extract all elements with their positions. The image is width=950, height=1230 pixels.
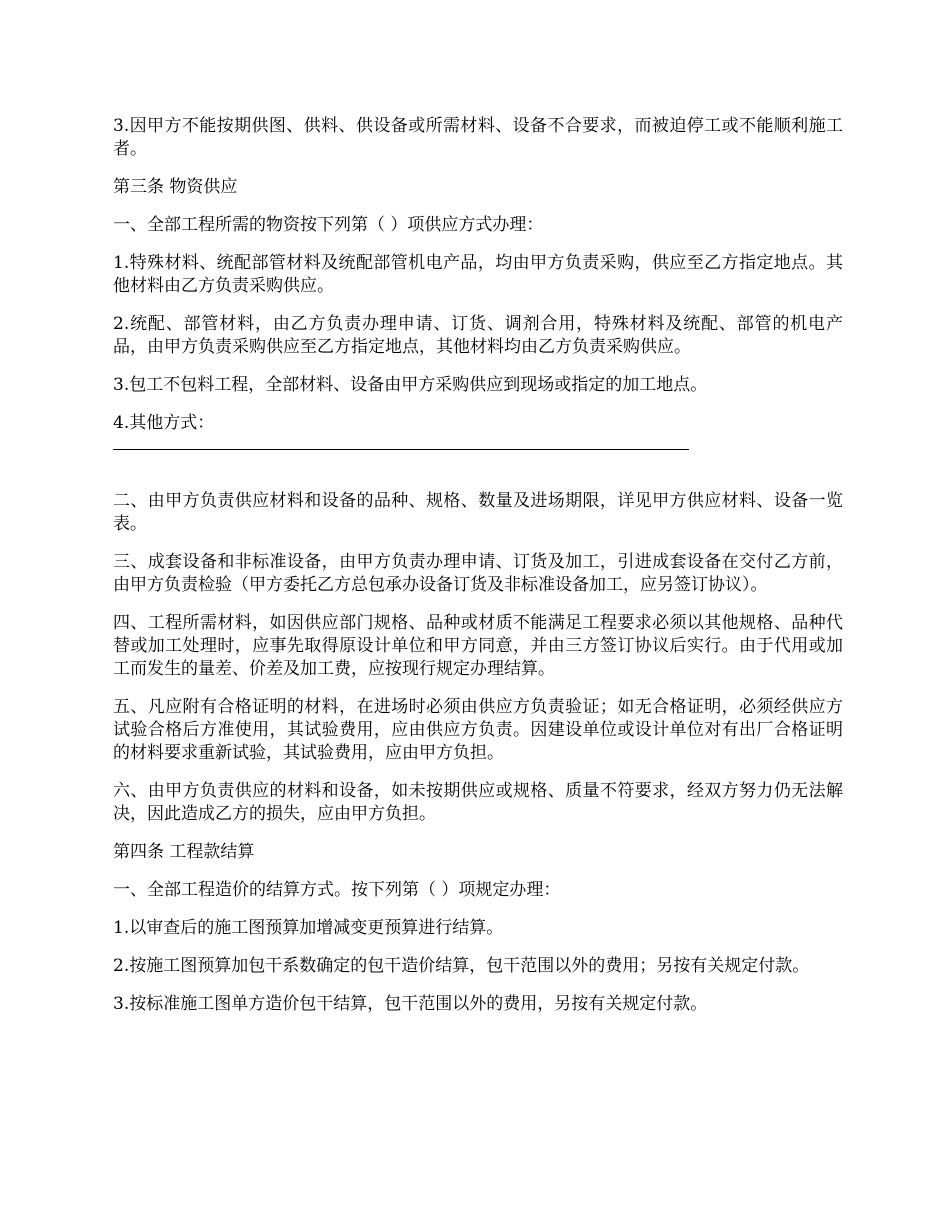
paragraph-supply-option-3: 3.包工不包料工程，全部材料、设备由甲方采购供应到现场或指定的加工地点。 [113,375,708,395]
document-page [113,115,843,1031]
paragraph-settlement-method: 一、全部工程造价的结算方式。按下列第（ ）项规定办理： [113,880,561,900]
heading-article-3: 第三条 物资供应 [113,177,238,197]
paragraph-supply-option-4: 4.其他方式： [113,413,215,433]
paragraph-supply-method: 一、全部工程所需的物资按下列第（ ）项供应方式办理： [113,215,544,235]
paragraph-material-list: 二、由甲方负责供应材料和设备的品种、规格、数量及进场期限，详见甲方供应材料、设备一览表。 [113,491,843,534]
paragraph-settlement-option-3: 3.按标准施工图单方造价包干结算，包干范围以外的费用，另按有关规定付款。 [113,994,708,1014]
paragraph-supply-option-2: 2.统配、部管材料，由乙方负责办理申请、订货、调剂合用，特殊材料及统配、部管的机电产品，由甲方负责采购供应至乙方指定地点，其他材料均由乙方负责采购供应。 [113,314,843,357]
paragraph-supply-option-1: 1.特殊材料、统配部管材料及统配部管机电产品，均由甲方负责采购，供应至乙方指定地点。其他材料由乙方负责采购供应。 [113,253,843,296]
paragraph-supply-failure: 六、由甲方负责供应的材料和设备，如未按期供应或规格、质量不符要求，经双方努力仍无法解决，因此造成乙方的损失，应由甲方负担。 [113,781,843,824]
paragraph-settlement-option-2: 2.按施工图预算加包干系数确定的包干造价结算，包干范围以外的费用；另按有关规定付款。 [113,956,810,976]
paragraph-clause-3-stoppage: 3.因甲方不能按期供图、供料、供设备或所需材料、设备不合要求，而被迫停工或不能顺利施工者。 [113,116,843,159]
paragraph-complete-equipment: 三、成套设备和非标准设备，由甲方负责办理申请、订货及加工，引进成套设备在交付乙方前，由甲方负责检验（甲方委托乙方总包承办设备订货及非标准设备加工，应另签订协议）。 [113,552,843,595]
paragraph-settlement-option-1: 1.以审查后的施工图预算加增减变更预算进行结算。 [113,918,504,938]
fill-in-blank-line [113,449,689,450]
paragraph-certificate-verification: 五、凡应附有合格证明的材料，在进场时必须由供应方负责验证；如无合格证明，必须经供应方试验合格后方准使用，其试验费用，应由供应方负责。因建设单位或设计单位对有出厂合格证明的材料要求重新试验，其试验费用，应由甲方负担。 [113,697,843,763]
heading-article-4: 第四条 工程款结算 [113,842,255,862]
paragraph-material-substitution: 四、工程所需材料，如因供应部门规格、品种或材质不能满足工程要求必须以其他规格、品种代替或加工处理时，应事先取得原设计单位和甲方同意，并由三方签订协议后实行。由于代用或加工而发生的量差、价差及加工费，应按现行规定办理结算。 [113,613,843,679]
